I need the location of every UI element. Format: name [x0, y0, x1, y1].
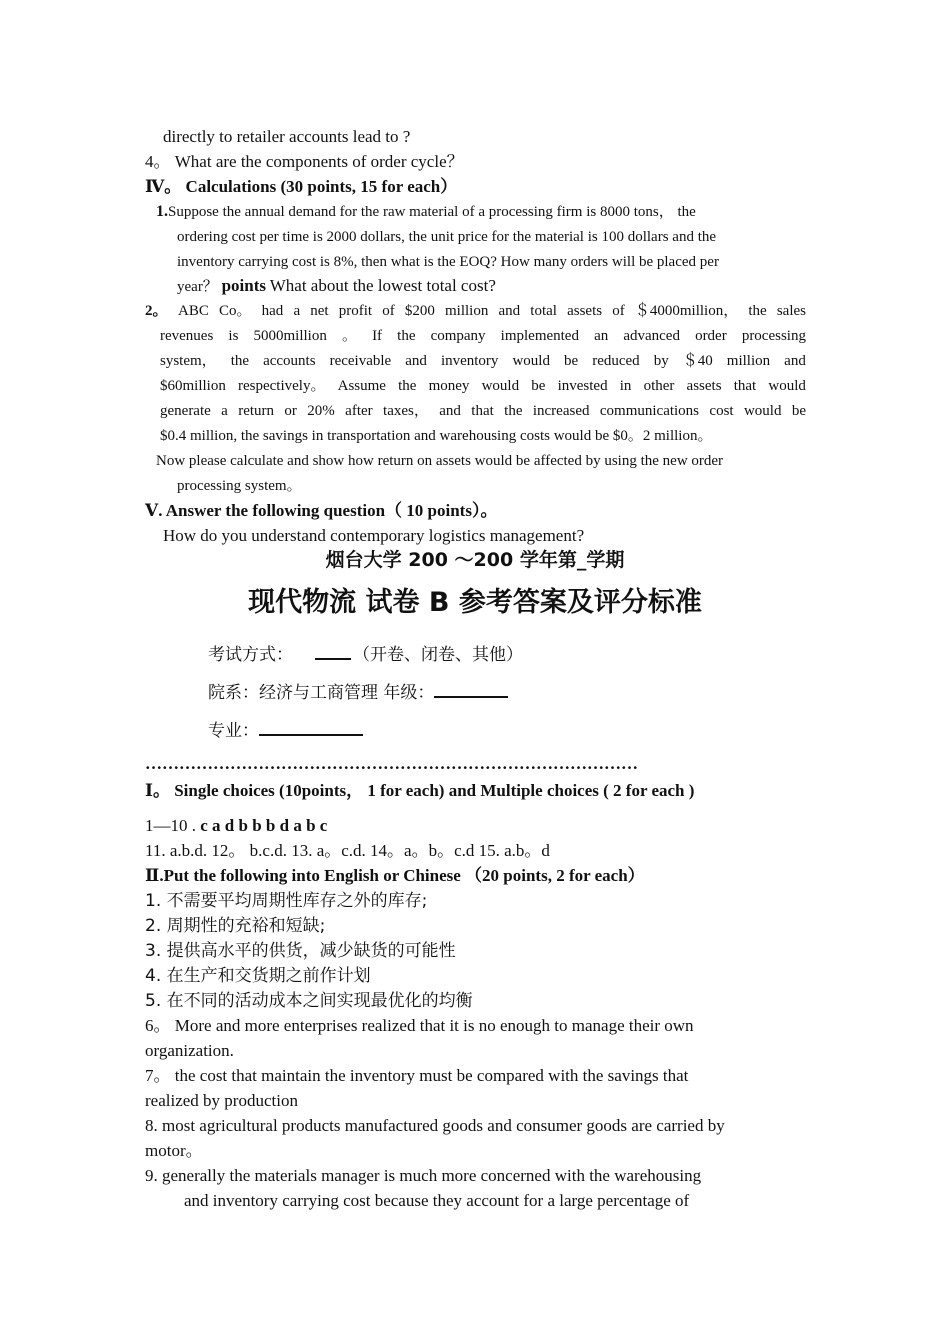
word: would: [512, 353, 550, 369]
word: the: [504, 403, 523, 419]
university-header: 烟台大学 200 ～200 学年第_学期: [325, 549, 625, 571]
calc1-line1: [156, 201, 696, 223]
word: reduced: [592, 353, 640, 369]
word: had: [261, 303, 284, 319]
section-v-heading: Ⅴ. Answer the following question（ 10 points）。: [145, 501, 498, 520]
word: Assume: [337, 378, 386, 394]
word: a: [221, 403, 228, 419]
word: is: [228, 328, 239, 344]
translation-item-8b: motor。: [145, 1141, 203, 1160]
word: 。: [341, 328, 357, 344]
major-label: 专业：: [208, 721, 259, 741]
calc1-text1: Suppose the annual demand for the raw material of a processing firm is 8000 tons， the: [168, 204, 696, 220]
word: total: [530, 303, 557, 319]
word: that: [733, 378, 757, 394]
word: receivable: [329, 353, 392, 369]
translation-item-5: 5. 在不同的活动成本之间实现最优化的均衡: [145, 991, 473, 1011]
translation-item-4: 4. 在生产和交货期之前作计划: [145, 966, 371, 986]
word: assets: [686, 378, 722, 394]
exam-mode-row: [208, 642, 523, 666]
translation-item-7a: 7。 the cost that maintain the inventory must be compared with the savings that: [145, 1066, 689, 1085]
word: the: [748, 303, 767, 319]
calc2-number: 2。: [145, 303, 168, 319]
word: the: [397, 328, 416, 344]
answer-i-heading: Ⅰ。 Single choices (10points， 1 for each) and Multiple choices ( 2 for each ): [145, 781, 695, 800]
word: a: [293, 303, 301, 319]
calc2-line4: [160, 375, 806, 397]
q4: 4。 What are the components of order cycle？: [145, 152, 464, 171]
word: taxes，: [383, 403, 429, 419]
single-choice-letters: c a d b b b d a b c: [200, 816, 328, 835]
word: profit: [338, 303, 373, 319]
word: inventory: [440, 353, 499, 369]
calc2-line8: processing system。: [177, 478, 302, 494]
department-label: 院系：经济与工商管理 年级：: [208, 683, 435, 703]
calc1-line2: ordering cost per time is 2000 dollars, the unit price for the material is 100 dollars and the: [177, 229, 717, 245]
answer-ii-heading: Ⅱ.Put the following into English or Chinese （20 points, 2 for each）: [145, 866, 645, 885]
word: company: [430, 328, 486, 344]
word: 20%: [307, 403, 335, 419]
word: 5000million: [253, 328, 327, 344]
translation-item-6a: 6。 More and more enterprises realized that it is no enough to manage their own: [145, 1016, 694, 1035]
word: would: [743, 403, 782, 419]
word: return: [238, 403, 275, 419]
major-row: [208, 718, 363, 742]
word: be: [791, 403, 806, 419]
calc2-line1: [178, 300, 806, 322]
word: ＄4000million，: [634, 303, 739, 319]
grade-blank: [434, 680, 508, 698]
word: or: [284, 403, 297, 419]
word: other: [643, 378, 675, 394]
q3-tail: directly to retailer accounts lead to ?: [163, 127, 411, 146]
word: by: [653, 353, 669, 369]
word: $60million: [160, 378, 226, 394]
calc1-year: year？: [177, 279, 218, 295]
single-choice-answers: [145, 815, 327, 837]
calc2-line3: [160, 350, 806, 372]
word: ABC: [178, 303, 209, 319]
calc1-number: 1.: [156, 203, 168, 220]
translation-item-6b: organization.: [145, 1041, 234, 1060]
word: implemented: [500, 328, 579, 344]
word: system，: [160, 353, 217, 369]
word: invested: [557, 378, 608, 394]
calc1-line4: [177, 275, 496, 298]
word: $200: [404, 303, 435, 319]
word: and: [498, 303, 521, 319]
section-iv-heading: Ⅳ。 Calculations (30 points, 15 for each）: [145, 177, 458, 196]
word: processing: [741, 328, 806, 344]
translation-item-9a: 9. generally the materials manager is much more concerned with the warehousing: [145, 1166, 702, 1185]
word: order: [695, 328, 727, 344]
word: of: [612, 303, 625, 319]
translation-item-1: 1. 不需要平均周期性库存之外的库存;: [145, 891, 428, 911]
word: If: [372, 328, 383, 344]
calc1-line3: inventory carrying cost is 8%, then what is the EOQ? How many orders will be placed per: [177, 254, 719, 270]
word: money: [428, 378, 470, 394]
calc2-line6: $0.4 million, the savings in transportation and warehousing costs would be $0。2 million。: [160, 428, 713, 444]
word: million: [726, 353, 771, 369]
calc2-line2: [160, 325, 806, 347]
calc2-line7: Now please calculate and show how return on assets would be affected by using the new order: [156, 453, 724, 469]
word: of: [382, 303, 395, 319]
word: sales: [776, 303, 806, 319]
major-blank: [259, 718, 363, 736]
translation-item-2: 2. 周期性的充裕和短缺;: [145, 916, 326, 936]
translation-item-9b: and inventory carrying cost because they account for a large percentage of: [184, 1191, 690, 1210]
word: the: [398, 378, 417, 394]
word: and: [405, 353, 427, 369]
translation-item-7b: realized by production: [145, 1091, 298, 1110]
word: ＄40: [682, 353, 713, 369]
word: million: [444, 303, 489, 319]
word: be: [531, 378, 546, 394]
word: generate: [160, 403, 211, 419]
word: communications: [599, 403, 700, 419]
word: assets: [567, 303, 603, 319]
word: cost: [709, 403, 734, 419]
word: and: [784, 353, 806, 369]
word: revenues: [160, 328, 214, 344]
word: accounts: [263, 353, 316, 369]
single-choice-prefix: 1—10 .: [145, 816, 201, 835]
word: an: [594, 328, 609, 344]
exam-mode-blank: [315, 642, 351, 660]
word: and: [439, 403, 461, 419]
answer-key-title: 现代物流 试卷 B 参考答案及评分标准: [248, 587, 702, 618]
calc2-line5: [160, 400, 806, 422]
word: in: [619, 378, 632, 394]
word: the: [230, 353, 250, 369]
word: be: [564, 353, 579, 369]
calc1-lowest-cost: What about the lowest total cost?: [269, 276, 496, 295]
word: net: [310, 303, 329, 319]
word: respectively。: [238, 378, 326, 394]
calc1-points: points: [221, 276, 266, 295]
word: advanced: [623, 328, 680, 344]
translation-item-8a: 8. most agricultural products manufactured goods and consumer goods are carried by: [145, 1116, 725, 1135]
word: would: [481, 378, 520, 394]
multiple-choice-answers: 11. a.b.d. 12。 b.c.d. 13. a。c.d. 14。a。b。c.d 15. a.b。d: [145, 841, 550, 860]
word: that: [471, 403, 494, 419]
section-v-question: How do you understand contemporary logistics management?: [163, 526, 585, 545]
translation-item-3: 3. 提供高水平的供货，减少缺货的可能性: [145, 941, 456, 961]
department-row: [208, 680, 508, 704]
word: would: [768, 378, 806, 394]
dotted-separator: ……………………………………………………………………………: [145, 754, 638, 773]
exam-mode-label: 考试方式：: [208, 645, 293, 665]
word: Co。: [218, 303, 252, 319]
word: after: [345, 403, 373, 419]
exam-mode-options: （开卷、闭卷、其他）: [353, 645, 523, 665]
word: increased: [532, 403, 590, 419]
